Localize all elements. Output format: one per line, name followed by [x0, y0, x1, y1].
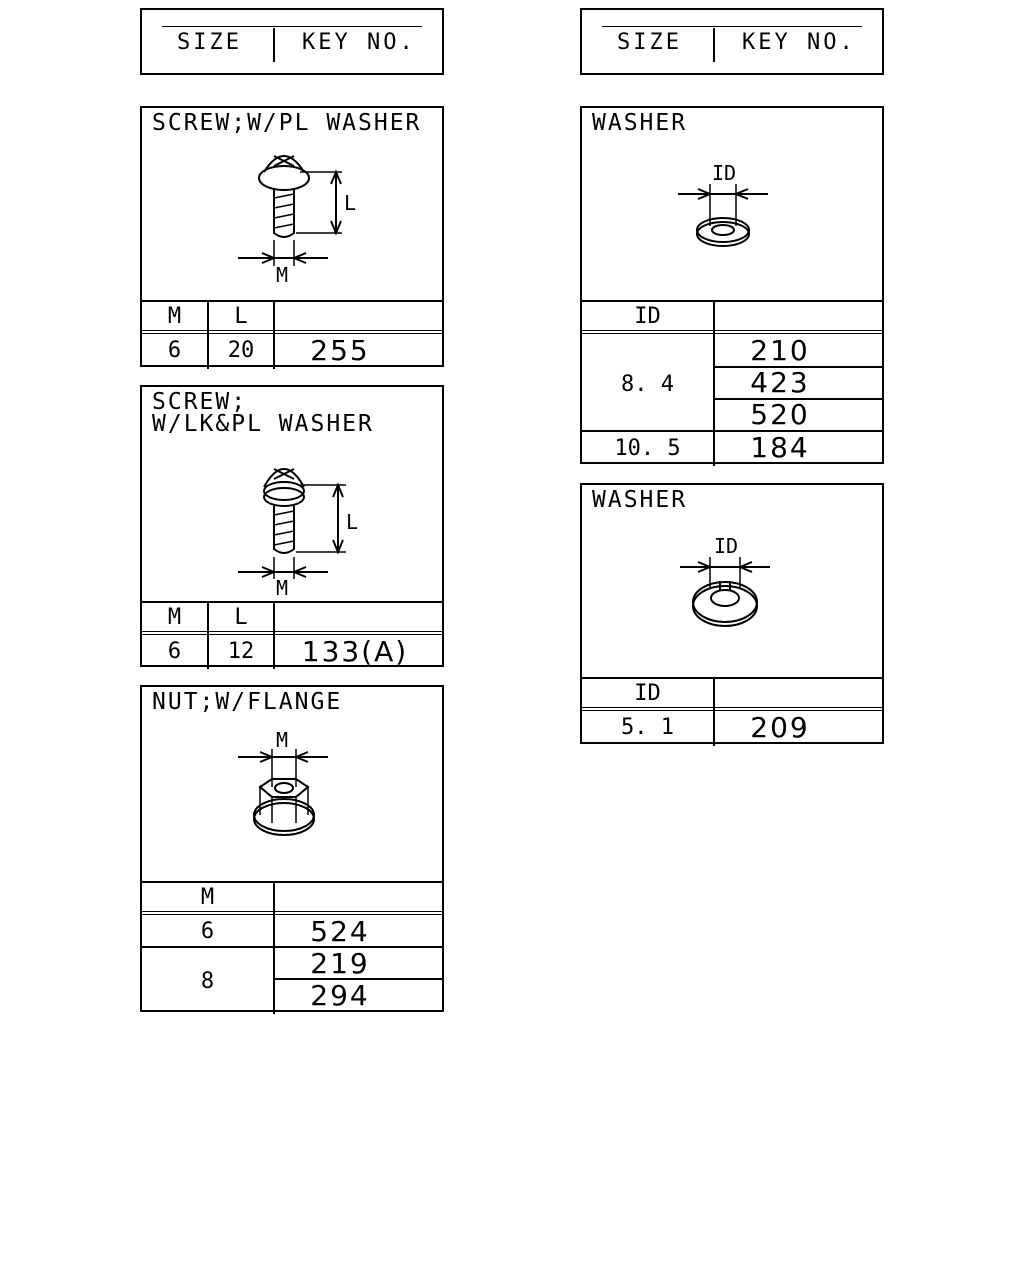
panel-title: SCREW; W/LK&PL WASHER [152, 389, 374, 437]
nut-flange-panel [140, 685, 444, 1012]
cell-key-no: 294 [310, 979, 370, 1012]
cell-key-no: 210 [750, 334, 810, 367]
col-header-m: M [200, 885, 215, 910]
table-rule [142, 881, 442, 883]
col-header-m: M [167, 304, 182, 329]
legend-size-label: SIZE [177, 30, 242, 55]
col-header-id: ID [634, 304, 661, 329]
table-rule [142, 300, 442, 302]
legend-key-label: KEY NO. [742, 30, 856, 55]
col-header-id: ID [634, 681, 661, 706]
legend-box-left [140, 8, 444, 75]
cell-key-no: 423 [750, 366, 810, 399]
screw-pl-washer-drawing [142, 108, 442, 298]
cell-id: 5. 1 [621, 715, 674, 740]
cell-key-no: 133(A) [301, 635, 409, 668]
cell-key-no: 524 [310, 915, 370, 948]
legend-rule [602, 26, 862, 27]
cell-m: 6 [167, 639, 182, 664]
cell-m: 6 [200, 919, 215, 944]
cell-l: 12 [227, 639, 255, 664]
legend-key-label: KEY NO. [302, 30, 416, 55]
legend-box-right [580, 8, 884, 75]
cell-m: 6 [167, 338, 182, 363]
table-rule [142, 601, 442, 603]
panel-title: SCREW;W/PL WASHER [152, 110, 422, 136]
cell-id: 10. 5 [614, 436, 681, 461]
cell-key-no: 209 [750, 711, 810, 744]
cell-id: 8. 4 [621, 372, 674, 397]
panel-title: WASHER [592, 487, 688, 513]
legend-rule [162, 26, 422, 27]
cell-key-no: 255 [310, 334, 370, 367]
cell-key-no: 184 [750, 431, 810, 464]
col-header-m: M [167, 605, 182, 630]
legend-size-label: SIZE [617, 30, 682, 55]
table-rule [582, 300, 882, 302]
washer-lock-panel [580, 483, 884, 744]
cell-m: 8 [200, 969, 215, 994]
washer-plain-panel [580, 106, 884, 464]
dim-m-label: M [276, 576, 289, 600]
washer-plain-drawing [582, 108, 882, 298]
legend-divider [273, 28, 275, 62]
dim-m-label: M [276, 263, 289, 287]
dim-m-label: M [276, 728, 289, 752]
screw-pl-washer-panel [140, 106, 444, 367]
cell-l: 20 [227, 338, 255, 363]
nut-flange-drawing [142, 687, 442, 882]
col-header-l: L [234, 605, 248, 630]
dim-id-label: ID [714, 534, 739, 558]
dim-id-label: ID [712, 161, 737, 185]
cell-key-no: 520 [750, 398, 810, 431]
dim-l-label: L [344, 191, 357, 215]
cell-key-no: 219 [310, 947, 370, 980]
washer-lock-drawing [582, 485, 882, 675]
panel-title: NUT;W/FLANGE [152, 689, 343, 715]
screw-lkpl-washer-panel [140, 385, 444, 667]
dim-l-label: L [346, 510, 359, 534]
panel-title: WASHER [592, 110, 688, 136]
legend-divider [713, 28, 715, 62]
screw-lkpl-washer-drawing [142, 387, 442, 600]
table-rule [582, 677, 882, 679]
col-header-l: L [234, 304, 248, 329]
